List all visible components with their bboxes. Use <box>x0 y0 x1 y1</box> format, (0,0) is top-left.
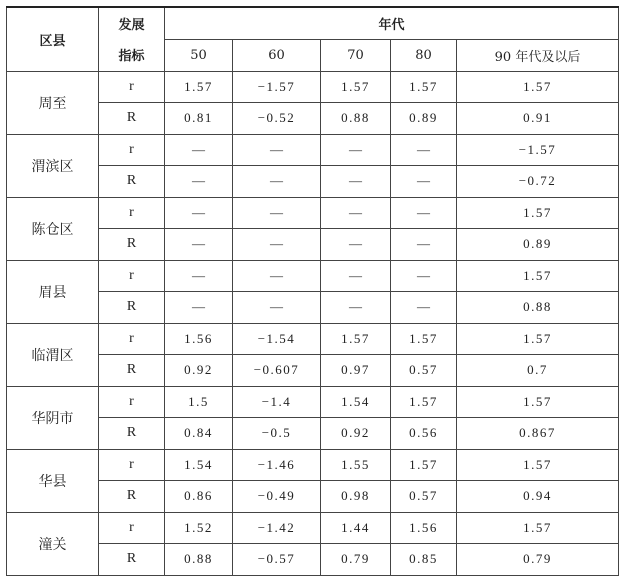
indicator-cell-lower-r: r <box>99 71 165 103</box>
value-cell: 0.7 <box>457 355 619 387</box>
value-cell: 0.57 <box>391 355 457 387</box>
value-cell: 0.88 <box>457 292 619 324</box>
indicator-cell-lower-r: r <box>99 512 165 544</box>
value-cell: — <box>321 229 391 261</box>
county-cell: 周至 <box>7 71 99 134</box>
value-cell: 0.84 <box>165 418 233 450</box>
value-cell: 0.86 <box>165 481 233 513</box>
value-cell: −0.72 <box>457 166 619 198</box>
value-cell: 1.57 <box>457 449 619 481</box>
indicator-cell-upper-r: R <box>99 544 165 576</box>
table-row <box>7 323 619 355</box>
table-row <box>7 134 619 166</box>
indicator-cell-lower-r: r <box>99 260 165 292</box>
value-cell: −1.54 <box>233 323 321 355</box>
value-cell: 0.867 <box>457 418 619 450</box>
value-cell: — <box>391 260 457 292</box>
value-cell: 1.57 <box>457 197 619 229</box>
value-cell: 1.57 <box>457 260 619 292</box>
value-cell: 0.92 <box>165 355 233 387</box>
value-cell: −0.49 <box>233 481 321 513</box>
table-row <box>7 512 619 544</box>
value-cell: — <box>165 260 233 292</box>
value-cell: −0.52 <box>233 103 321 135</box>
county-cell: 华阴市 <box>7 386 99 449</box>
indicator-cell-upper-r: R <box>99 103 165 135</box>
value-cell: −1.57 <box>233 71 321 103</box>
value-cell: — <box>233 166 321 198</box>
table-header <box>7 7 619 71</box>
value-cell: 0.94 <box>457 481 619 513</box>
county-cell: 眉县 <box>7 260 99 323</box>
table-row <box>7 449 619 481</box>
value-cell: 0.89 <box>457 229 619 261</box>
table-row <box>7 386 619 418</box>
value-cell: 1.57 <box>457 386 619 418</box>
value-cell: −1.42 <box>233 512 321 544</box>
value-cell: 1.57 <box>391 71 457 103</box>
value-cell: — <box>321 197 391 229</box>
value-cell: 0.79 <box>321 544 391 576</box>
table-row <box>7 418 619 450</box>
value-cell: 0.98 <box>321 481 391 513</box>
county-cell: 渭滨区 <box>7 134 99 197</box>
decade-header-80: 80 <box>391 39 457 71</box>
value-cell: −1.46 <box>233 449 321 481</box>
value-cell: 1.44 <box>321 512 391 544</box>
value-cell: 1.57 <box>321 323 391 355</box>
value-cell: −1.57 <box>457 134 619 166</box>
value-cell: 1.57 <box>391 386 457 418</box>
value-cell: — <box>321 292 391 324</box>
value-cell: — <box>233 229 321 261</box>
value-cell: — <box>391 292 457 324</box>
value-cell: 0.56 <box>391 418 457 450</box>
value-cell: 1.57 <box>457 323 619 355</box>
value-cell: −0.607 <box>233 355 321 387</box>
indicator-cell-upper-r: R <box>99 481 165 513</box>
value-cell: — <box>165 134 233 166</box>
county-cell: 华县 <box>7 449 99 512</box>
value-cell: 1.57 <box>165 71 233 103</box>
value-cell: −0.57 <box>233 544 321 576</box>
value-cell: — <box>165 166 233 198</box>
indicator-cell-lower-r: r <box>99 197 165 229</box>
value-cell: — <box>321 260 391 292</box>
table-body <box>7 71 619 575</box>
value-cell: 1.5 <box>165 386 233 418</box>
county-cell: 临渭区 <box>7 323 99 386</box>
value-cell: — <box>233 260 321 292</box>
decade-header-50: 50 <box>165 39 233 71</box>
value-cell: 1.57 <box>457 512 619 544</box>
table-row <box>7 103 619 135</box>
table-row <box>7 481 619 513</box>
value-cell: — <box>233 292 321 324</box>
value-cell: 1.56 <box>165 323 233 355</box>
indicator-cell-upper-r: R <box>99 292 165 324</box>
value-cell: 1.57 <box>321 71 391 103</box>
value-cell: — <box>233 197 321 229</box>
decade-header-60: 60 <box>233 39 321 71</box>
county-header: 区县 <box>7 7 99 71</box>
table-row <box>7 197 619 229</box>
data-table-container <box>6 6 619 576</box>
value-cell: — <box>321 166 391 198</box>
county-cell: 潼关 <box>7 512 99 575</box>
value-cell: 0.88 <box>321 103 391 135</box>
county-cell: 陈仓区 <box>7 197 99 260</box>
indicator-cell-upper-r: R <box>99 355 165 387</box>
indicator-cell-upper-r: R <box>99 166 165 198</box>
value-cell: 0.91 <box>457 103 619 135</box>
table-row <box>7 166 619 198</box>
value-cell: — <box>321 134 391 166</box>
value-cell: — <box>391 229 457 261</box>
indicator-header-line2: 指标 <box>99 39 165 71</box>
value-cell: 1.57 <box>457 71 619 103</box>
value-cell: 0.79 <box>457 544 619 576</box>
decade-header-70: 70 <box>321 39 391 71</box>
value-cell: −0.5 <box>233 418 321 450</box>
value-cell: — <box>165 292 233 324</box>
indicator-cell-upper-r: R <box>99 418 165 450</box>
indicator-cell-upper-r: R <box>99 229 165 261</box>
table-row <box>7 71 619 103</box>
table-row <box>7 260 619 292</box>
era-header: 年代 <box>165 7 619 39</box>
value-cell: 1.57 <box>391 449 457 481</box>
value-cell: — <box>165 197 233 229</box>
value-cell: 1.55 <box>321 449 391 481</box>
data-table <box>6 6 619 576</box>
indicator-cell-lower-r: r <box>99 134 165 166</box>
value-cell: — <box>391 134 457 166</box>
table-row <box>7 355 619 387</box>
value-cell: 1.54 <box>165 449 233 481</box>
decade-header-90-plus: 90 年代及以后 <box>457 39 619 71</box>
value-cell: — <box>391 197 457 229</box>
value-cell: 1.52 <box>165 512 233 544</box>
table-row <box>7 544 619 576</box>
indicator-header-line1: 发展 <box>99 7 165 39</box>
value-cell: 1.57 <box>391 323 457 355</box>
value-cell: −1.4 <box>233 386 321 418</box>
table-row <box>7 229 619 261</box>
value-cell: 0.89 <box>391 103 457 135</box>
value-cell: 0.85 <box>391 544 457 576</box>
indicator-cell-lower-r: r <box>99 323 165 355</box>
value-cell: 0.97 <box>321 355 391 387</box>
value-cell: — <box>165 229 233 261</box>
value-cell: 0.81 <box>165 103 233 135</box>
table-row <box>7 292 619 324</box>
value-cell: 0.92 <box>321 418 391 450</box>
value-cell: 1.54 <box>321 386 391 418</box>
value-cell: — <box>233 134 321 166</box>
value-cell: — <box>391 166 457 198</box>
value-cell: 0.57 <box>391 481 457 513</box>
value-cell: 0.88 <box>165 544 233 576</box>
indicator-cell-lower-r: r <box>99 449 165 481</box>
indicator-cell-lower-r: r <box>99 386 165 418</box>
value-cell: 1.56 <box>391 512 457 544</box>
